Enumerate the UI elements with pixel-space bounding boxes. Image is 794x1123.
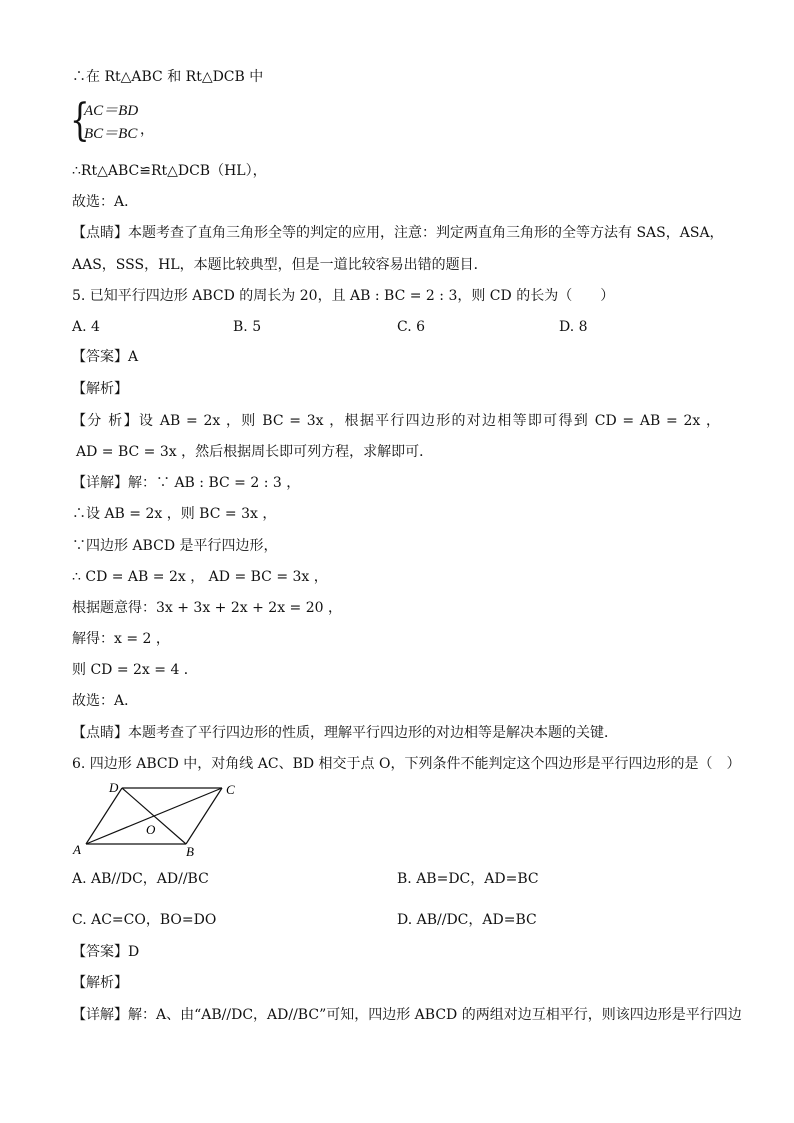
text-line-1: ∴在 Rt△ABC 和 Rt△DCB 中 (72, 69, 264, 85)
congruence-conclusion: ∴Rt△ABC≌Rt△DCB（HL）， (72, 163, 267, 179)
q6-option-a: A. AB//DC，AD//BC (72, 871, 209, 887)
label-b: B (186, 844, 194, 858)
q5-detail-8: 故选：A． (72, 693, 139, 709)
label-d: D (109, 780, 119, 795)
q5-detail-5: 根据题意得：3x + 3x + 2x + 2x = 20 ， (72, 600, 342, 616)
q5-fenxi-line-1: 【分 析】设 AB = 2x ，则 BC = 3x ，根据平行四边形的对边相等即可得到 CD = AB = 2x ， (72, 413, 720, 429)
q6-option-b: B. AB=DC，AD=BC (397, 871, 539, 887)
label-c: C (226, 782, 235, 797)
side-cb (186, 788, 222, 844)
system-equation-2: BC＝BC (84, 126, 138, 142)
q6-option-d: D. AB//DC，AD=BC (397, 912, 537, 928)
q5-answer: 【答案】A (72, 349, 139, 365)
q5-dianjing: 【点睛】本题考查了平行四边形的性质，理解平行四边形的对边相等是解决本题的关键． (72, 725, 618, 741)
q6-stem: 6. 四边形 ABCD 中，对角线 AC、BD 相交于点 O，下列条件不能判定这个四边形是平行四边形的是（ ） (72, 756, 741, 772)
q5-detail-6: 解得：x = 2 ， (72, 631, 170, 647)
q5-option-a: A. 4 (72, 319, 100, 335)
parallelogram-figure (66, 778, 246, 858)
q5-option-d: D. 8 (559, 319, 588, 335)
label-a: A (73, 842, 81, 857)
q5-option-c: C. 6 (397, 319, 426, 335)
choice-line: 故选：A． (72, 194, 139, 210)
q5-stem: 5. 已知平行四边形 ABCD 的周长为 20，且 AB : BC = 2 : 3，则 CD 的长为（ ） (72, 288, 615, 304)
q5-fenxi-line-2: AD = BC = 3x ，然后根据周长即可列方程，求解即可． (76, 444, 434, 460)
q5-analysis-head: 【解析】 (72, 381, 128, 397)
q6-option-c: C. AC=CO，BO=DO (72, 912, 217, 928)
system-equation-1: AC＝BD (84, 103, 139, 119)
dianjing-line-1: 【点睛】本题考查了直角三角形全等的判定的应用，注意：判定两直角三角形的全等方法有 SAS，ASA， (72, 225, 724, 241)
q6-detail-1: 【详解】解：A、由“AB//DC，AD//BC”可知，四边形 ABCD 的两组对边互相平行，则该四边形是平行四边 (72, 1007, 742, 1023)
q5-detail-4: ∴ CD = AB = 2x ， AD = BC = 3x ， (72, 569, 328, 585)
label-o: O (146, 822, 156, 837)
q5-detail-1: 【详解】解：∵ AB : BC = 2 : 3 ， (72, 475, 301, 491)
equation-brace: { (70, 95, 90, 146)
q5-detail-7: 则 CD = 2x = 4 ． (72, 662, 198, 678)
system-tail: ， (140, 122, 154, 138)
q6-answer: 【答案】D (72, 944, 140, 960)
q6-analysis-head: 【解析】 (72, 975, 128, 991)
q5-detail-2: ∴设 AB = 2x ，则 BC = 3x ， (72, 506, 277, 522)
dianjing-line-2: AAS，SSS，HL，本题比较典型，但是一道比较容易出错的题目． (72, 257, 488, 273)
side-ad (86, 788, 122, 844)
q5-detail-3: ∵四边形 ABCD 是平行四边形， (72, 538, 278, 554)
q5-option-b: B. 5 (233, 319, 262, 335)
